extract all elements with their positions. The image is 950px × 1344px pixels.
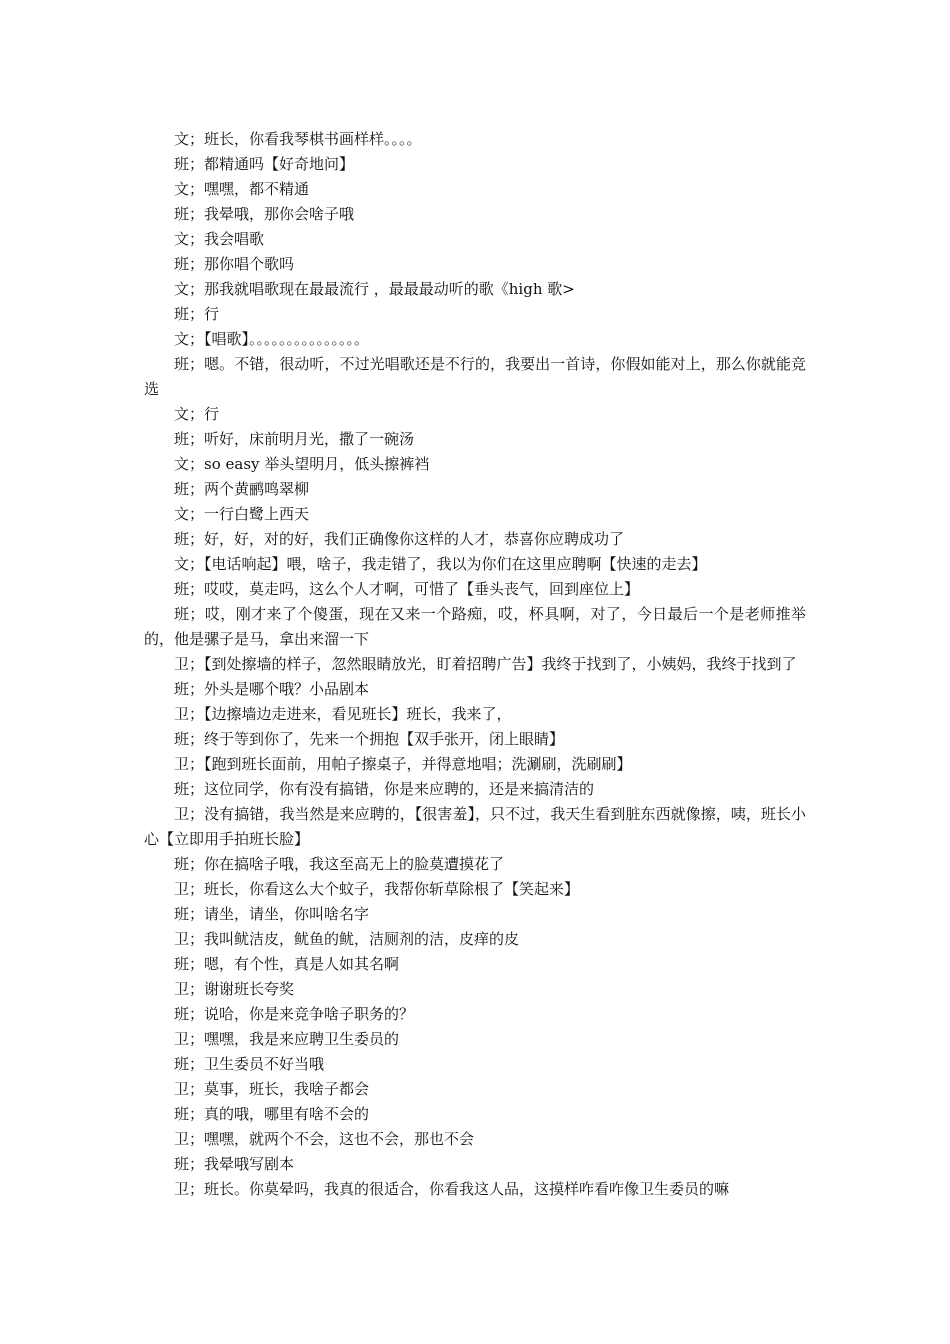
document-body xyxy=(144,127,806,1202)
dialogue-line: 文；一行白鹭上西天 xyxy=(174,505,310,523)
dialogue-line: 文；那我就唱歌现在最最流行 ，最最最动听的歌《high 歌> xyxy=(174,280,575,298)
dialogue-line: 班；我晕哦写剧本 xyxy=(174,1155,295,1173)
dialogue-line: 卫；班长。你莫晕吗，我真的很适合，你看我这人品，这摸样咋看咋像卫生委员的嘛 xyxy=(174,1180,730,1198)
dialogue-line: 班；我晕哦，那你会啥子哦 xyxy=(174,205,355,223)
dialogue-line: 文；【唱歌】。。。。。。。。。。。。。。。 xyxy=(174,330,370,348)
dialogue-line: 班；好，好，对的好，我们正确像你这样的人才，恭喜你应聘成功了 xyxy=(174,530,625,548)
dialogue-line: 卫；我叫鱿洁皮，鱿鱼的鱿，洁厕剂的洁，皮痒的皮 xyxy=(174,930,520,948)
dialogue-line: 班；都精通吗【好奇地问】 xyxy=(174,155,355,173)
dialogue-line: 班；卫生委员不好当哦 xyxy=(174,1055,325,1073)
dialogue-line: 文；我会唱歌 xyxy=(174,230,265,248)
dialogue-line: 文；【电话响起】喂，啥子，我走错了，我以为你们在这里应聘啊【快速的走去】 xyxy=(174,555,707,573)
dialogue-line: 班；真的哦，哪里有啥不会的 xyxy=(174,1105,370,1123)
dialogue-line: 班；你在搞啥子哦，我这至高无上的脸莫遭摸花了 xyxy=(174,855,505,873)
dialogue-line: 班；听好，床前明月光，撒了一碗汤 xyxy=(174,430,415,448)
dialogue-line: 卫；班长，你看这么大个蚊子，我帮你斩草除根了【笑起来】 xyxy=(174,880,580,898)
dialogue-line: 文；嘿嘿，都不精通 xyxy=(174,180,310,198)
dialogue-line: 卫；谢谢班长夸奖 xyxy=(174,980,295,998)
dialogue-line: 卫；莫事，班长，我啥子都会 xyxy=(174,1080,370,1098)
dialogue-line: 班；终于等到你了，先来一个拥抱【双手张开，闭上眼睛】 xyxy=(174,730,565,748)
dialogue-line: 文；班长，你看我琴棋书画样样。。。。 xyxy=(174,130,422,148)
dialogue-line: 卫；嘿嘿，就两个不会，这也不会，那也不会 xyxy=(174,1130,475,1148)
dialogue-line: 班；嗯，有个性，真是人如其名啊 xyxy=(174,955,400,973)
dialogue-line: 卫；嘿嘿，我是来应聘卫生委员的 xyxy=(174,1030,400,1048)
dialogue-line: 班；行 xyxy=(174,305,220,323)
dialogue-line: 卫；【跑到班长面前，用帕子擦桌子，并得意地唱；洗涮刷，洗刷刷】 xyxy=(174,755,632,773)
dialogue-line: 班；请坐，请坐，你叫啥名字 xyxy=(174,905,370,923)
dialogue-line: 卫；【边擦墙边走进来，看见班长】班长，我来了， xyxy=(174,705,512,723)
dialogue-line: 班；两个黄鹂鸣翠柳 xyxy=(174,480,310,498)
dialogue-line: 班；哎，刚才来了个傻蛋，现在又来一个路痴，哎，杯具啊，对了，今日最后一个是老师推举的，他是骡子是马，拿出来溜一下 xyxy=(144,605,806,648)
dialogue-line: 班；外头是哪个哦？小品剧本 xyxy=(174,680,370,698)
dialogue-line: 班；那你唱个歌吗 xyxy=(174,255,295,273)
dialogue-line: 班；哎哎，莫走吗，这么个人才啊，可惜了【垂头丧气，回到座位上】 xyxy=(174,580,640,598)
dialogue-line: 班；这位同学，你有没有搞错，你是来应聘的，还是来搞清洁的 xyxy=(174,780,595,798)
dialogue-line: 班；嗯。不错，很动听，不过光唱歌还是不行的，我要出一首诗，你假如能对上，那么你就能竞选 xyxy=(144,355,806,398)
dialogue-line: 文；so easy 举头望明月，低头擦裤裆 xyxy=(174,455,430,473)
dialogue-line: 卫；没有搞错，我当然是来应聘的，【很害羞】，只不过，我天生看到脏东西就像擦，咦，班长小心【立即用手拍班长脸】 xyxy=(144,805,806,848)
dialogue-line: 班；说哈，你是来竞争啥子职务的？ xyxy=(174,1005,415,1023)
dialogue-line: 卫；【到处擦墙的样子，忽然眼睛放光，盯着招聘广告】我终于找到了，小姨妈，我终于找到了 xyxy=(174,655,797,673)
dialogue-line: 文；行 xyxy=(174,405,220,423)
